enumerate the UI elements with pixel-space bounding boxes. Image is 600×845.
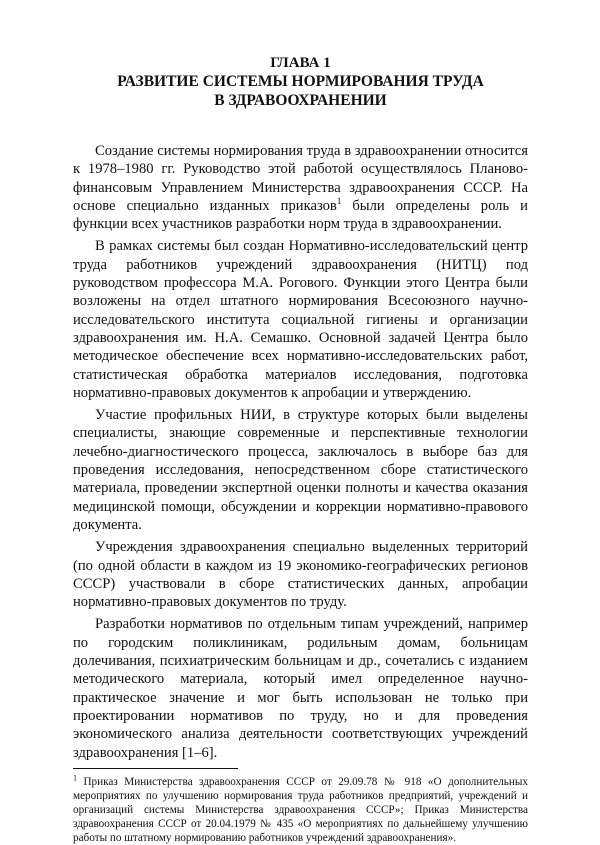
chapter-heading: ГЛАВА 1 [270, 55, 331, 71]
body-text [73, 142, 528, 762]
footnote [73, 775, 528, 845]
chapter-title-line-1: РАЗВИТИЕ СИСТЕМЫ НОРМИРОВАНИЯ ТРУДА [117, 73, 484, 90]
paragraph-1-text-b: были определены роль и функции всех участников разработки норм труда в здравоохранении. [73, 197, 528, 233]
document-page [73, 54, 528, 845]
footnote-reference: 1 [336, 196, 342, 207]
paragraph-2: В рамках системы был создан Нормативно-исследовательский центр труда работников учреждений здравоохранения (НИТЦ) под руководством профессора М.А. Рогового. Функции этого Центра были возложены на отдел штатного нормирования Всесоюзного научно-исследовательского института социальной гигиены и организации здравоохранения им. Н.А. Семашко. Основной задачей Центра было методическое обеспечение всех нормативно-исследовательских работ, статистическая обработка материалов исследования, подготовка нормативно-правовых документов к апробации и утверждению. [73, 238, 528, 401]
footnote-text: Приказ Министерства здравоохранения СССР от 29.09.78 № 918 «О дополнительных мероприятиях по улучшению нормирования труда работников предприятий, учреждений и организаций системы Министерства здравоохранения СССР»; Приказ Министерства здравоохранения СССР от 20.04.1979 № 435 «О мероприятиях по дальнейшему улучшению работы по штатному нормированию работников учреждений здравоохранения». [73, 775, 528, 844]
paragraph-3: Участие профильных НИИ, в структуре которых были выделены специалисты, знающие современные и перспективные технологии лечебно-диагностического процесса, заключалось в выборе баз для проведения исследования, непосредственном сборе статистического материала, проведении экспертной оценки полноты и качества оказания медицинской помощи, обсуждении и коррекции нормативно-правового документа. [73, 407, 528, 533]
paragraph-1-text-a: Создание системы нормирования труда в здравоохранении относится к 1978–1980 гг. Руководство этой работой осуществлялось Планово-финансовым Управлением Министерства здравоохранения СССР. На основе специально изданных приказов [73, 143, 528, 214]
chapter-title-line-2: В ЗДРАВООХРАНЕНИИ [214, 92, 387, 109]
footnote-marker: 1 [73, 773, 77, 783]
paragraph-5: Разработки нормативов по отдельным типам учреждений, например по городским поликлиникам, родильным домам, больницам долечивания, психиатрическим больницам и др., сочетались с изданием методического материала, который имел определенное научно-практическое значение и мог быть использован не только при проектировании нормативов по труду, но и для проведения экономического анализа деятельности соответствующих учреждений здравоохранения [1–6]. [73, 616, 528, 761]
paragraph-4: Учреждения здравоохранения специально выделенных территорий (по одной области в каждом из 19 экономико-географических регионов СССР) участвовали в сборе статистических данных, апробации нормативно-правовых документов по труду. [73, 539, 528, 611]
paragraph-1 [73, 142, 528, 233]
footnote-divider [73, 768, 238, 769]
